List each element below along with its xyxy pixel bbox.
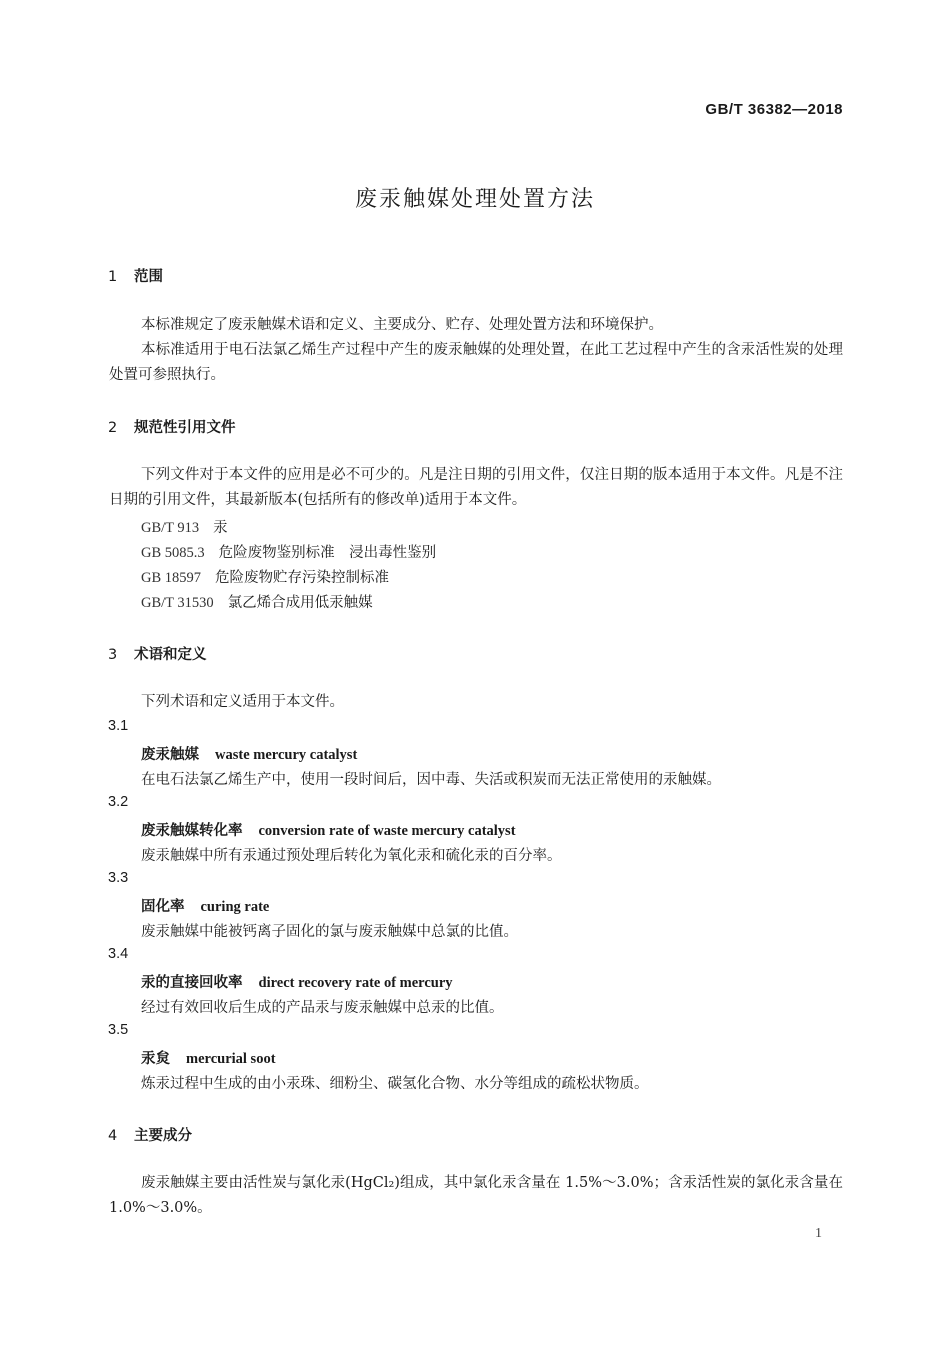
reference-item [141,541,436,562]
term-name-en: direct recovery rate of mercury [258,975,453,991]
section-3-heading [108,643,207,664]
term-name-en: curing rate [200,899,270,915]
term-name-en: conversion rate of waste mercury catalyst [258,823,516,839]
reference-title: 危险废物贮存污染控制标准 [215,570,390,586]
section-4-heading [108,1124,192,1145]
reference-title: 氯乙烯合成用低汞触媒 [227,595,373,611]
reference-item [141,566,389,587]
section-number: 4 [108,1128,118,1144]
standard-code: GB/T 36382—2018 [705,101,843,118]
section-number: 2 [108,420,118,436]
reference-code: GB 5085.3 [141,545,205,561]
term-name [141,819,516,840]
term-number: 3.3 [108,870,129,886]
reference-title: 汞 [213,520,228,536]
section-title: 主要成分 [134,1128,192,1144]
term-name [141,743,357,764]
section-number: 1 [108,269,118,285]
reference-code: GB/T 913 [141,520,200,536]
reference-item [141,516,228,537]
term-number: 3.4 [108,946,129,962]
reference-code: GB/T 31530 [141,595,214,611]
term-name-en: waste mercury catalyst [215,747,358,763]
term-definition: 废汞触媒中所有汞通过预处理后转化为氧化汞和硫化汞的百分率。 [141,848,562,864]
section-1-paragraph-1: 本标准规定了废汞触媒术语和定义、主要成分、贮存、处理处置方法和环境保护。 [141,317,663,333]
term-number: 3.1 [108,718,129,734]
term-definition: 经过有效回收后生成的产品汞与废汞触媒中总汞的比值。 [141,1000,504,1016]
term-name [141,1047,276,1068]
section-2-paragraph-1: 下列文件对于本文件的应用是必不可少的。凡是注日期的引用文件，仅注日期的版本适用于本文件。凡是不注日期的引用文件，其最新版本(包括所有的修改单)适用于本文件。 [109,467,843,508]
reference-item [141,591,373,612]
term-name [141,895,269,916]
section-2-heading [108,416,236,437]
term-name-en: mercurial soot [186,1051,276,1067]
section-title: 规范性引用文件 [134,420,236,436]
section-1-heading [108,265,163,286]
section-title: 术语和定义 [134,647,207,663]
section-3-paragraph-1: 下列术语和定义适用于本文件。 [141,694,344,710]
term-name-zh: 固化率 [141,898,185,915]
section-4-paragraph-1: 废汞触媒主要由活性炭与氯化汞(HgCl₂)组成，其中氯化汞含量在 1.5%～3.0%；含汞活性炭的氯化汞含量在 1.0%～3.0%。 [109,1175,843,1216]
term-number: 3.2 [108,794,129,810]
page-number: 1 [815,1226,822,1241]
term-name-zh: 汞的直接回收率 [141,974,243,991]
section-title: 范围 [134,269,163,285]
reference-code: GB 18597 [141,570,202,586]
term-name [141,971,453,992]
section-number: 3 [108,647,118,663]
term-definition: 废汞触媒中能被钙离子固化的氯与废汞触媒中总氯的比值。 [141,924,518,940]
term-name-zh: 废汞触媒 [141,746,199,763]
term-name-zh: 废汞触媒转化率 [141,822,243,839]
term-definition: 在电石法氯乙烯生产中，使用一段时间后，因中毒、失活或积炭而无法正常使用的汞触媒。 [141,772,721,788]
term-number: 3.5 [108,1022,129,1038]
reference-title: 危险废物鉴别标准 浸出毒性鉴别 [218,545,437,561]
term-definition: 炼汞过程中生成的由小汞珠、细粉尘、碳氢化合物、水分等组成的疏松状物质。 [141,1076,649,1092]
term-name-zh: 汞炱 [141,1050,170,1067]
document-title: 废汞触媒处理处置方法 [354,187,595,212]
section-1-paragraph-2: 本标准适用于电石法氯乙烯生产过程中产生的废汞触媒的处理处置，在此工艺过程中产生的含汞活性炭的处理处置可参照执行。 [109,342,843,383]
